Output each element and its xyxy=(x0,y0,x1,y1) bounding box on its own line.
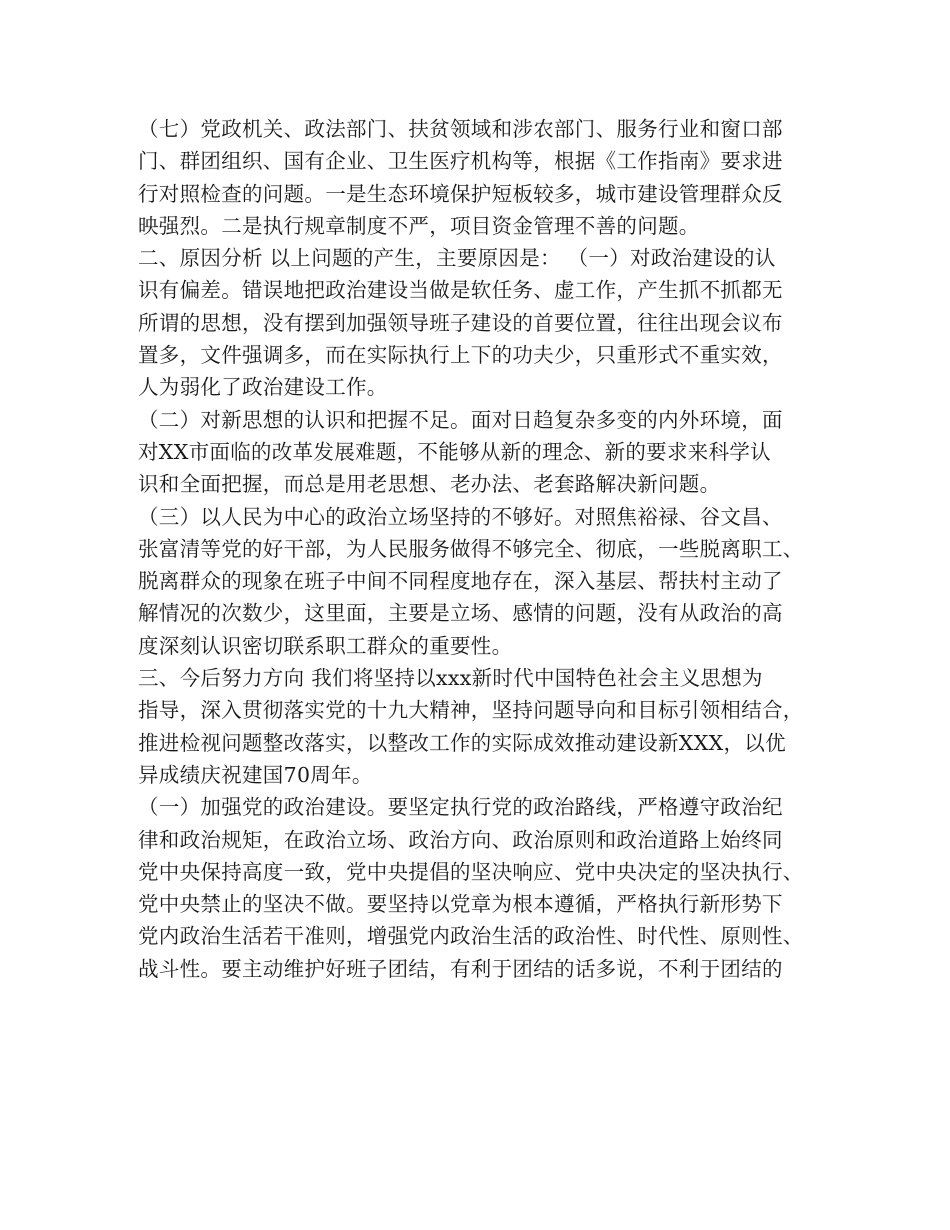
text-line: 门、群团组织、国有企业、卫生医疗机构等，根据《工作指南》要求进 xyxy=(138,149,783,174)
text-line: 映强烈。二是执行规章制度不严，项目资金管理不善的问题。 xyxy=(138,213,700,238)
text-line: 推进检视问题整改落实，以整改工作的实际成效推动建设新XXX，以优 xyxy=(138,730,786,755)
document-body xyxy=(138,113,828,985)
text-line: 置多，文件强调多，而在实际执行上下的功夫少，只重形式不重实效， xyxy=(138,343,783,368)
text-line: 党中央禁止的坚决不做。要坚持以党章为根本遵循，严格执行新形势下 xyxy=(138,892,783,917)
text-line: 战斗性。要主动维护好班子团结，有利于团结的话多说，不利于团结的 xyxy=(138,956,783,981)
text-line: 识和全面把握，而总是用老思想、老办法、老套路解决新问题。 xyxy=(138,472,721,497)
text-line: 党中央保持高度一致，党中央提倡的坚决响应、党中央决定的坚决执行、 xyxy=(138,859,804,884)
text-line: 三、今后努力方向 我们将坚持以xxx新时代中国特色社会主义思想为 xyxy=(138,666,763,691)
text-line: 律和政治规矩，在政治立场、政治方向、政治原则和政治道路上始终同 xyxy=(138,827,783,852)
text-line: 脱离群众的现象在班子中间不同程度地存在，深入基层、帮扶村主动了 xyxy=(138,569,783,594)
text-line: 行对照检查的问题。一是生态环境保护短板较多，城市建设管理群众反 xyxy=(138,181,783,206)
text-line: 识有偏差。错误地把政治建设当做是软任务、虚工作，产生抓不抓都无 xyxy=(138,278,783,303)
text-line: 张富清等党的好干部，为人民服务做得不够完全、彻底，一些脱离职工、 xyxy=(138,536,804,561)
text-line: 人为弱化了政治建设工作。 xyxy=(138,375,388,400)
text-line: （三）以人民为中心的政治立场坚持的不够好。对照焦裕禄、谷文昌、 xyxy=(138,504,783,529)
text-line: （一）加强党的政治建设。要坚定执行党的政治路线，严格遵守政治纪 xyxy=(138,795,783,820)
text-line: （七）党政机关、政法部门、扶贫领域和涉农部门、服务行业和窗口部 xyxy=(138,117,783,141)
text-line: 党内政治生活若干准则，增强党内政治生活的政治性、时代性、原则性、 xyxy=(138,924,804,949)
text-line: 二、原因分析 以上问题的产生，主要原因是： （一）对政治建设的认 xyxy=(138,246,776,271)
text-line: （二）对新思想的认识和把握不足。面对日趋复杂多变的内外环境，面 xyxy=(138,407,783,432)
text-line: 对XX市面临的改革发展难题，不能够从新的理念、新的要求来科学认 xyxy=(138,439,771,464)
text-line: 异成绩庆祝建国70周年。 xyxy=(138,762,373,787)
text-line: 所谓的思想，没有摆到加强领导班子建设的首要位置，往往出现会议布 xyxy=(138,310,783,335)
text-line: 指导，深入贯彻落实党的十九大精神，坚持问题导向和目标引领相结合， xyxy=(138,698,804,723)
text-line: 解情况的次数少，这里面，主要是立场、感情的问题，没有从政治的高 xyxy=(138,601,783,626)
text-line: 度深刻认识密切联系职工群众的重要性。 xyxy=(138,633,513,658)
